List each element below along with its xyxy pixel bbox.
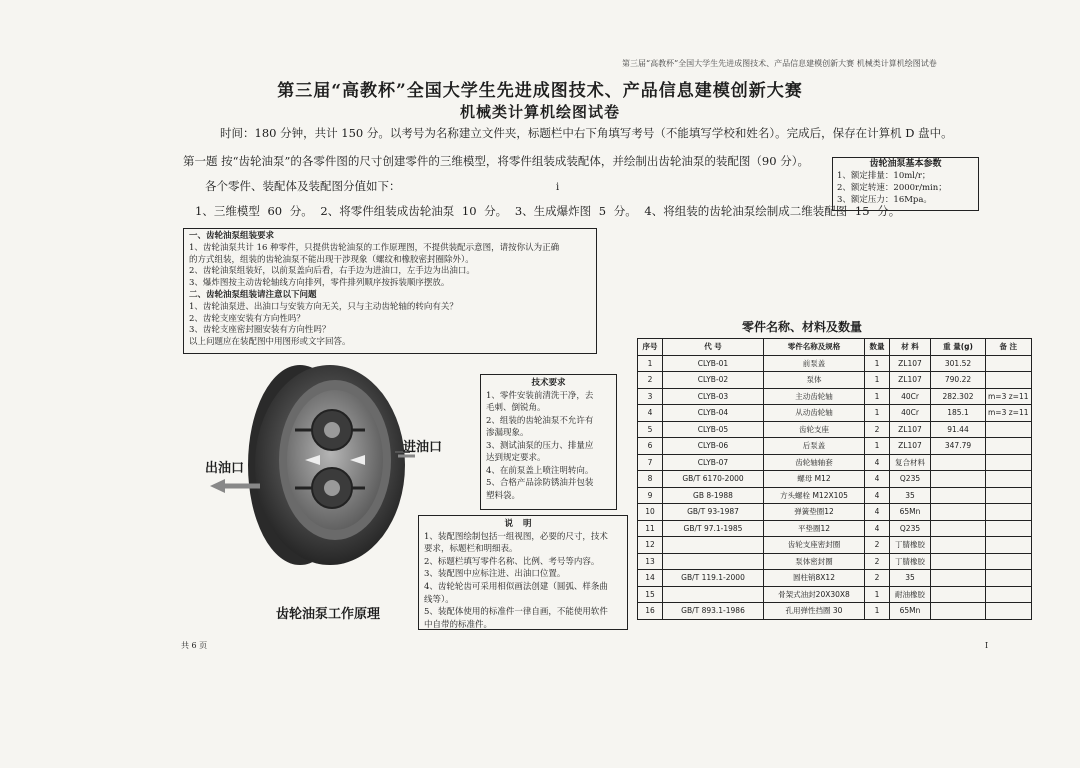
note-line: 5、装配体使用的标准件一律自画，不能使用软件 bbox=[424, 607, 608, 618]
exam-subtitle: 机械类计算机绘图试卷 bbox=[459, 103, 620, 121]
table-row bbox=[638, 553, 1032, 570]
table-row bbox=[638, 421, 1032, 438]
assembly-rule: 1、齿轮油泵共计 16 种零件，只提供齿轮油泵的工作原理图，不提供装配示意图，请按你认为正确 bbox=[189, 242, 560, 253]
table-cell: 35 bbox=[890, 570, 931, 587]
parts-table bbox=[637, 338, 1032, 620]
table-cell: 泵体密封圈 bbox=[764, 553, 865, 570]
table-cell: CLYB-07 bbox=[663, 454, 764, 471]
table-cell: 2 bbox=[865, 570, 890, 587]
table-cell: 1 bbox=[865, 586, 890, 603]
table-cell: 4 bbox=[865, 454, 890, 471]
page-number: 共 6 页 bbox=[181, 641, 208, 650]
table-cell: 16 bbox=[638, 603, 663, 620]
table-row bbox=[638, 537, 1032, 554]
table-cell: 65Mn bbox=[890, 603, 931, 620]
tech-line: 毛刺、倒锐角。 bbox=[486, 403, 546, 413]
table-cell bbox=[986, 487, 1032, 504]
table-row bbox=[638, 603, 1032, 620]
table-cell: 丁腈橡胶 bbox=[890, 537, 931, 554]
table-cell: m=3 z=11 bbox=[986, 388, 1032, 405]
table-cell: 齿轮支座 bbox=[764, 421, 865, 438]
table-cell bbox=[931, 520, 986, 537]
note-line: 中自带的标准件。 bbox=[424, 619, 493, 630]
table-cell: 复合材料 bbox=[890, 454, 931, 471]
note-line: 1、装配图绘制包括一组视图，必要的尺寸，技术 bbox=[424, 531, 608, 542]
assembly-question: 2、齿轮支座安装有方向性吗？ bbox=[189, 313, 305, 324]
tech-line: 达到规定要求。 bbox=[486, 453, 546, 463]
table-cell: 2 bbox=[865, 553, 890, 570]
table-cell: CLYB-04 bbox=[663, 405, 764, 422]
note-line: 4、齿轮轮齿可采用相似画法创建（圆弧、样条曲 bbox=[424, 581, 608, 592]
table-cell: m=3 z=11 bbox=[986, 405, 1032, 422]
table-cell: 790.22 bbox=[931, 372, 986, 389]
notes-box bbox=[418, 515, 628, 630]
table-cell: GB 8-1988 bbox=[663, 487, 764, 504]
table-cell bbox=[986, 603, 1032, 620]
assembly-question: 以上问题应在装配图中用图形或文字回答。 bbox=[189, 337, 351, 348]
param-item: 1、额定排量：10ml/r； bbox=[837, 171, 931, 181]
assembly-question: 3、齿轮支座密封圈安装有方向性吗？ bbox=[189, 325, 331, 336]
table-cell: 齿轮支座密封圈 bbox=[764, 537, 865, 554]
table-cell bbox=[663, 586, 764, 603]
col-header: 重 量(g) bbox=[931, 339, 986, 356]
score-breakdown: 1、三维模型 60 分。 2、将零件组装成齿轮油泵 10 分。 3、生成爆炸图 5 分。 4、将组装的齿轮油泵绘制成二维装配图 15 分。 bbox=[195, 204, 901, 218]
tech-line: 3、测试油泵的压力、排量应 bbox=[486, 440, 594, 451]
assembly-rule: 3、爆炸图按主动齿轮轴线方向排列，零件排列顺序按拆装顺序摆放。 bbox=[189, 278, 450, 289]
table-cell bbox=[986, 471, 1032, 488]
inlet-label: 进油口 bbox=[403, 440, 443, 455]
table-row bbox=[638, 504, 1032, 521]
table-cell: 4 bbox=[865, 471, 890, 488]
table-cell: 2 bbox=[865, 537, 890, 554]
table-cell: 4 bbox=[865, 504, 890, 521]
param-item: 2、额定转速：2000r/min； bbox=[837, 183, 947, 193]
assembly-rule: 2、齿轮油泵组装好，以前泵盖向后看，右手边为进油口，左手边为出油口。 bbox=[189, 266, 475, 277]
param-item: 3、额定压力：16Mpa。 bbox=[837, 195, 932, 205]
stray-mark: i bbox=[556, 182, 560, 193]
tech-line: 4、在前泵盖上喷注明转向。 bbox=[486, 465, 594, 476]
table-cell bbox=[986, 520, 1032, 537]
table-row bbox=[638, 454, 1032, 471]
table-cell: 8 bbox=[638, 471, 663, 488]
table-cell bbox=[986, 372, 1032, 389]
table-cell: 前泵盖 bbox=[764, 355, 865, 372]
table-cell: 15 bbox=[638, 586, 663, 603]
pump-parameters-box bbox=[832, 157, 979, 211]
table-cell: 平垫圈12 bbox=[764, 520, 865, 537]
table-cell: 4 bbox=[865, 487, 890, 504]
table-cell: 65Mn bbox=[890, 504, 931, 521]
table-cell: 2 bbox=[865, 421, 890, 438]
table-row bbox=[638, 487, 1032, 504]
table-cell: 4 bbox=[638, 405, 663, 422]
table-cell bbox=[986, 586, 1032, 603]
table-cell bbox=[663, 553, 764, 570]
table-cell bbox=[931, 487, 986, 504]
table-cell: 301.52 bbox=[931, 355, 986, 372]
table-cell: ZL107 bbox=[890, 438, 931, 455]
table-cell: 3 bbox=[638, 388, 663, 405]
table-cell bbox=[931, 537, 986, 554]
edge-mark: I bbox=[985, 641, 989, 650]
table-cell: 方头螺栓 M12X105 bbox=[764, 487, 865, 504]
table-row bbox=[638, 355, 1032, 372]
tech-line: 5、合格产品涂防锈油并包装 bbox=[486, 478, 594, 488]
table-cell bbox=[986, 421, 1032, 438]
table-cell: 1 bbox=[865, 372, 890, 389]
table-cell: 91.44 bbox=[931, 421, 986, 438]
table-cell: 圆柱销8X12 bbox=[764, 570, 865, 587]
table-cell: 1 bbox=[865, 438, 890, 455]
table-cell bbox=[986, 537, 1032, 554]
table-cell: 骨架式油封20X30X8 bbox=[764, 586, 865, 603]
table-cell bbox=[931, 471, 986, 488]
table-cell bbox=[986, 355, 1032, 372]
col-header: 序号 bbox=[638, 339, 663, 356]
table-cell bbox=[931, 586, 986, 603]
table-cell bbox=[663, 537, 764, 554]
note-line: 3、装配图中应标注进、出油口位置。 bbox=[424, 569, 566, 580]
table-cell bbox=[986, 570, 1032, 587]
table-row bbox=[638, 372, 1032, 389]
tech-line: 2、组装的齿轮油泵不允许有 bbox=[486, 415, 594, 426]
table-cell: 185.1 bbox=[931, 405, 986, 422]
table-cell: GB/T 119.1-2000 bbox=[663, 570, 764, 587]
table-cell bbox=[931, 553, 986, 570]
parts-table-header-row bbox=[638, 339, 1032, 356]
table-cell: CLYB-03 bbox=[663, 388, 764, 405]
table-cell: GB/T 893.1-1986 bbox=[663, 603, 764, 620]
col-header: 零件名称及规格 bbox=[764, 339, 865, 356]
table-row bbox=[638, 438, 1032, 455]
assembly-requirements-box bbox=[183, 228, 597, 354]
table-row bbox=[638, 388, 1032, 405]
table-cell bbox=[986, 504, 1032, 521]
table-cell: CLYB-05 bbox=[663, 421, 764, 438]
table-cell: CLYB-01 bbox=[663, 355, 764, 372]
table-cell: 347.79 bbox=[931, 438, 986, 455]
tech-heading: 技术要求 bbox=[531, 378, 566, 388]
col-header: 材 料 bbox=[890, 339, 931, 356]
table-row bbox=[638, 405, 1032, 422]
table-cell bbox=[986, 438, 1032, 455]
table-cell: 9 bbox=[638, 487, 663, 504]
col-header: 数量 bbox=[865, 339, 890, 356]
table-cell: 耐油橡胶 bbox=[890, 586, 931, 603]
params-heading: 齿轮油泵基本参数 bbox=[869, 159, 942, 169]
note-line: 要求，标题栏和明细表。 bbox=[424, 544, 518, 555]
table-cell: 14 bbox=[638, 570, 663, 587]
table-cell: 10 bbox=[638, 504, 663, 521]
table-cell: 282.302 bbox=[931, 388, 986, 405]
table-cell: Q235 bbox=[890, 520, 931, 537]
table-cell: 后泵盖 bbox=[764, 438, 865, 455]
table-cell: GB/T 93-1987 bbox=[663, 504, 764, 521]
header-note: 第三届“高教杯”全国大学生先进成图技术、产品信息建模创新大赛 机械类计算机绘图试卷 bbox=[622, 59, 937, 68]
table-cell: ZL107 bbox=[890, 372, 931, 389]
table-cell bbox=[986, 454, 1032, 471]
table-cell: 40Cr bbox=[890, 405, 931, 422]
table-cell: 40Cr bbox=[890, 388, 931, 405]
table-cell: 7 bbox=[638, 454, 663, 471]
table-cell: CLYB-06 bbox=[663, 438, 764, 455]
table-cell: 4 bbox=[865, 520, 890, 537]
question-1-subtext: 各个零件、装配体及装配图分值如下： bbox=[205, 179, 401, 193]
tech-line: 1、零件安装前清洗干净，去 bbox=[486, 390, 594, 401]
assembly-rule: 的方式组装，组装的齿轮油泵不能出现干涉现象（螺纹和橡胶密封圈除外）。 bbox=[189, 254, 474, 265]
parts-table-title: 零件名称、材料及数量 bbox=[742, 320, 863, 334]
technical-requirements-box bbox=[480, 374, 617, 510]
table-row bbox=[638, 520, 1032, 537]
table-cell bbox=[986, 553, 1032, 570]
table-row bbox=[638, 471, 1032, 488]
assembly-heading: 一、齿轮油泵组装要求 bbox=[189, 231, 275, 241]
table-cell: 11 bbox=[638, 520, 663, 537]
table-cell bbox=[931, 603, 986, 620]
table-cell: 泵体 bbox=[764, 372, 865, 389]
tech-line: 塑料袋。 bbox=[486, 490, 521, 501]
table-cell: 6 bbox=[638, 438, 663, 455]
table-cell: 孔用弹性挡圈 30 bbox=[764, 603, 865, 620]
table-cell: 12 bbox=[638, 537, 663, 554]
table-cell: 35 bbox=[890, 487, 931, 504]
assembly-question: 1、齿轮油泵进、出油口与安装方向无关，只与主动齿轮轴的转向有关？ bbox=[189, 301, 458, 312]
table-cell: 从动齿轮轴 bbox=[764, 405, 865, 422]
table-cell: 13 bbox=[638, 553, 663, 570]
table-row bbox=[638, 570, 1032, 587]
tech-line: 渗漏现象。 bbox=[486, 428, 529, 438]
assembly-questions-heading: 二、齿轮油泵组装请注意以下问题 bbox=[189, 289, 317, 300]
table-cell: 1 bbox=[865, 355, 890, 372]
table-cell: Q235 bbox=[890, 471, 931, 488]
table-cell: 5 bbox=[638, 421, 663, 438]
table-cell: 1 bbox=[865, 388, 890, 405]
outlet-label: 出油口 bbox=[205, 461, 245, 476]
note-line: 2、标题栏填写零件名称、比例、考号等内容。 bbox=[424, 556, 600, 567]
table-cell: 1 bbox=[638, 355, 663, 372]
table-cell bbox=[931, 504, 986, 521]
table-cell: ZL107 bbox=[890, 355, 931, 372]
table-cell: 1 bbox=[865, 603, 890, 620]
table-cell: CLYB-02 bbox=[663, 372, 764, 389]
table-cell: 丁腈橡胶 bbox=[890, 553, 931, 570]
table-cell bbox=[931, 570, 986, 587]
table-cell: ZL107 bbox=[890, 421, 931, 438]
note-line: 线等）。 bbox=[424, 594, 454, 605]
exam-title: 第三届“高教杯”全国大学生先进成图技术、产品信息建模创新大赛 bbox=[277, 81, 803, 101]
table-cell: 1 bbox=[865, 405, 890, 422]
table-cell: GB/T 6170-2000 bbox=[663, 471, 764, 488]
notes-heading: 说明 bbox=[504, 519, 542, 529]
col-header: 备 注 bbox=[986, 339, 1032, 356]
table-row bbox=[638, 586, 1032, 603]
table-cell: 2 bbox=[638, 372, 663, 389]
col-header: 代 号 bbox=[663, 339, 764, 356]
table-cell: 主动齿轮轴 bbox=[764, 388, 865, 405]
table-cell: 螺母 M12 bbox=[764, 471, 865, 488]
table-cell: GB/T 97.1-1985 bbox=[663, 520, 764, 537]
table-cell: 弹簧垫圈12 bbox=[764, 504, 865, 521]
table-cell: 齿轮轴轴套 bbox=[764, 454, 865, 471]
question-1-text: 第一题 按“齿轮油泵”的各零件图的尺寸创建零件的三维模型，将零件组装成装配体，并绘制出齿轮油泵的装配图（90 分）。 bbox=[183, 154, 809, 168]
pump-caption: 齿轮油泵工作原理 bbox=[276, 607, 381, 622]
table-cell bbox=[931, 454, 986, 471]
exam-instructions: 时间：180 分钟，共计 150 分。以考号为名称建立文件夹，标题栏中右下角填写考号（不能填写学校和姓名）。完成后，保存在计算机 D 盘中。 bbox=[220, 126, 953, 140]
